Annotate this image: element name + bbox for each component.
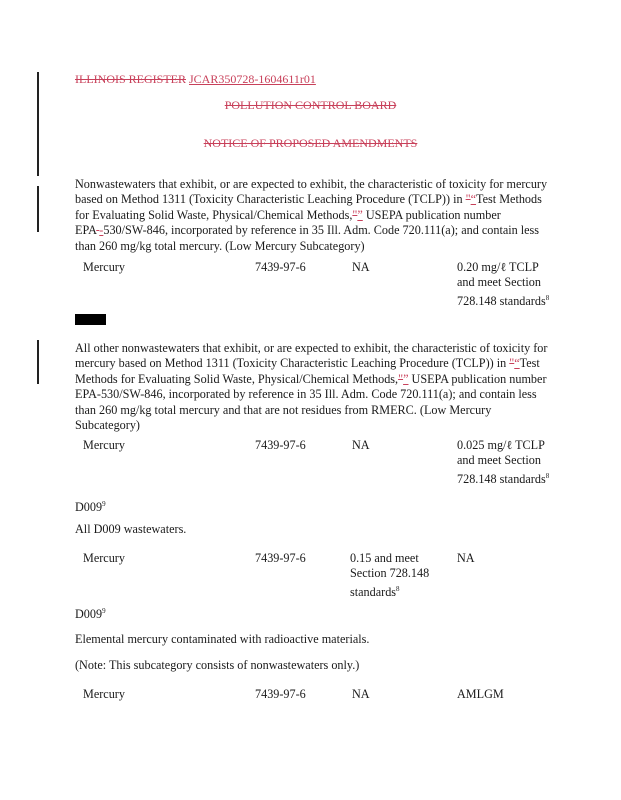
revision-bar xyxy=(37,186,39,232)
text-span: standards xyxy=(350,584,397,599)
text-span: mercury based on Method 1311 (Toxicity Characteristic Leaching Procedure (TCLP)) in xyxy=(75,356,510,371)
inserted-quote: ” xyxy=(403,371,409,386)
text-line: EPA-530/SW-846, incorporated by reference in 35 Ill. Adm. Code 720.111(a); and contain less xyxy=(75,387,537,402)
revision-bar xyxy=(37,340,39,384)
text-span: 728.148 standards xyxy=(457,293,546,308)
cas-number: 7439-97-6 xyxy=(255,687,306,701)
text-line xyxy=(457,469,549,487)
waste-code xyxy=(75,497,106,515)
text-line: Section 728.148 xyxy=(350,566,430,581)
nonwastewater-standard xyxy=(457,260,549,309)
inserted-dash: - xyxy=(99,223,104,238)
inserted-quote: “ xyxy=(470,192,477,207)
footnote-marker: 8 xyxy=(545,471,550,480)
cas-number: 7439-97-6 xyxy=(255,438,306,452)
struck-quote: " xyxy=(352,207,358,222)
register-inserted: JCAR350728-1604611r01 xyxy=(189,72,316,86)
text-line: 0.20 mg/ℓ TCLP xyxy=(457,260,539,274)
text-line xyxy=(75,356,555,371)
cas-number: 7439-97-6 xyxy=(255,260,306,274)
text-line: Subcategory) xyxy=(75,418,140,433)
cas-number: 7439-97-6 xyxy=(255,551,306,565)
text-span: Methods for Evaluating Solid Waste, Physical/Chemical Methods, xyxy=(75,371,399,386)
waste-code xyxy=(75,604,106,622)
text-span: USEPA publication number xyxy=(408,371,547,386)
nonwastewater-standard: NA xyxy=(457,551,475,565)
subcategory-note: (Note: This subcategory consists of nonwastewaters only.) xyxy=(75,658,360,672)
nonwastewater-standard xyxy=(457,438,549,487)
wastewater-standard: NA xyxy=(352,687,370,701)
revision-bar xyxy=(37,72,39,176)
wastewater-standard: NA xyxy=(352,260,370,274)
wastewater-standard: NA xyxy=(352,438,370,452)
text-span: Test xyxy=(519,356,540,371)
register-struck: ILLINOIS REGISTER xyxy=(75,72,186,86)
board-title: POLLUTION CONTROL BOARD xyxy=(224,98,397,112)
text-line: 0.025 mg/ℓ TCLP xyxy=(457,438,545,452)
subcategory-description-4: Elemental mercury contaminated with radioactive materials. xyxy=(75,632,370,646)
redaction-block xyxy=(75,314,106,325)
text-span: D009 xyxy=(75,500,103,515)
subcategory-description-1 xyxy=(75,177,555,254)
constituent-name: Mercury xyxy=(83,687,125,701)
text-line: and meet Section xyxy=(457,453,541,468)
footnote-marker: 8 xyxy=(396,584,400,593)
text-line xyxy=(75,208,555,223)
footnote-marker: 8 xyxy=(545,293,550,302)
text-line xyxy=(75,223,555,238)
wastewater-standard xyxy=(350,551,429,600)
text-line xyxy=(457,291,549,309)
text-line xyxy=(75,192,555,207)
text-line: and meet Section xyxy=(457,275,541,290)
text-line xyxy=(75,372,555,387)
struck-quote: " xyxy=(509,356,515,371)
text-line: Nonwastewaters that exhibit, or are expected to exhibit, the characteristic of toxicity for mercury xyxy=(75,177,548,191)
text-span: 530/SW-846, incorporated by reference in 35 Ill. Adm. Code 720.111(a); and contain less xyxy=(103,223,540,238)
constituent-name: Mercury xyxy=(83,551,125,565)
notice-title: NOTICE OF PROPOSED AMENDMENTS xyxy=(203,136,418,150)
text-line: 0.15 and meet xyxy=(350,551,419,565)
text-span: USEPA publication number xyxy=(362,207,501,222)
text-span: based on Method 1311 (Toxicity Characteristic Leaching Procedure (TCLP)) in xyxy=(75,192,466,207)
text-span: D009 xyxy=(75,607,103,622)
footnote-marker: 9 xyxy=(102,500,106,508)
footnote-marker: 9 xyxy=(102,607,106,615)
constituent-name: Mercury xyxy=(83,438,125,452)
text-span: EPA xyxy=(75,223,97,238)
text-line: than 260 mg/kg total mercury. (Low Mercury Subcategory) xyxy=(75,238,365,253)
inserted-quote: “ xyxy=(514,356,520,371)
inserted-quote: ” xyxy=(357,207,363,222)
text-span: for Evaluating Solid Waste, Physical/Chemical Methods, xyxy=(75,207,353,222)
text-line: All other nonwastewaters that exhibit, or are expected to exhibit, the characteristic of toxicity for xyxy=(75,341,548,355)
text-span: Test Methods xyxy=(476,192,542,207)
subcategory-description-3: All D009 wastewaters. xyxy=(75,522,187,536)
nonwastewater-standard: AMLGM xyxy=(457,687,504,701)
struck-quote: " xyxy=(465,192,471,207)
text-span: 728.148 standards xyxy=(457,471,546,486)
register-header xyxy=(75,72,316,87)
text-line xyxy=(350,582,429,600)
subcategory-description-2 xyxy=(75,341,555,433)
struck-quote: " xyxy=(398,371,404,386)
constituent-name: Mercury xyxy=(83,260,125,274)
text-line: than 260 mg/kg total mercury and that are not residues from RMERC. (Low Mercury xyxy=(75,402,492,417)
